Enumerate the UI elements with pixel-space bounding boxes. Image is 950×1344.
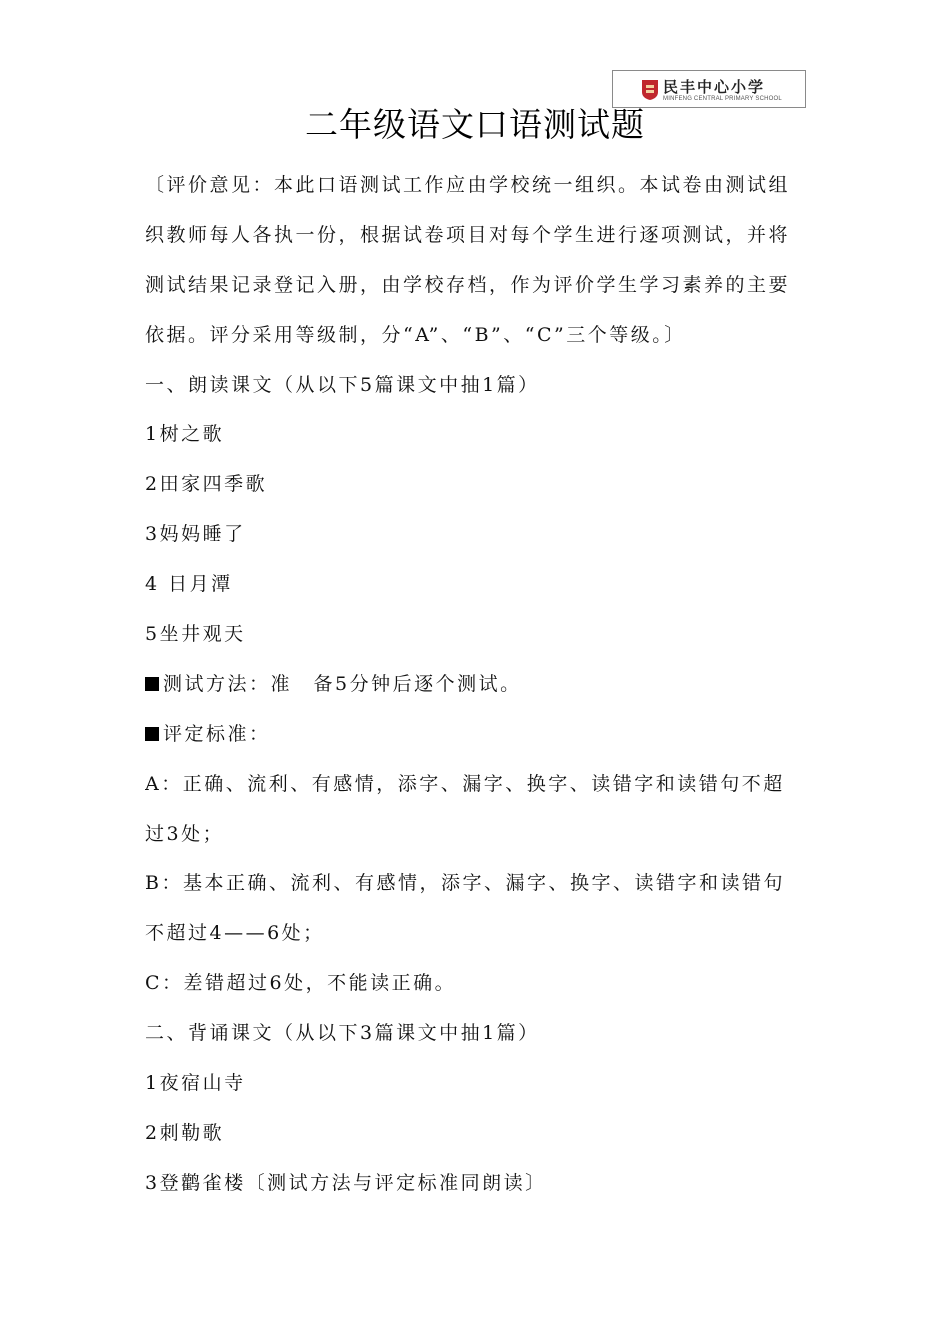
test-method-line (145, 660, 815, 710)
school-badge-icon (641, 79, 659, 101)
grade-c-line: C：差错超过6处，不能读正确。 (145, 972, 457, 995)
evaluation-note-line-4: 依据。评分采用等级制，分“A”、“B”、“C”三个等级。〕 (145, 323, 686, 346)
grading-standard-text: 评定标准： (163, 722, 271, 745)
grade-a-line-1: A：正确、流利、有感情，添字、漏字、换字、读错字和读错句不超 (145, 772, 785, 795)
recitation-item-1: 1夜宿山寺 (145, 1072, 246, 1095)
reading-item-2: 2田家四季歌 (145, 473, 268, 496)
black-square-bullet-icon (145, 727, 159, 741)
grade-b-line-2: 不超过4——6处； (145, 922, 325, 945)
grading-standard-heading (145, 710, 815, 760)
reading-item-1: 1树之歌 (145, 423, 225, 446)
reading-item-5: 5坐井观天 (145, 623, 246, 646)
page-title: 二年级语文口语测试题 (305, 105, 645, 144)
grade-a-line-2: 过3处； (145, 822, 225, 845)
recitation-item-3: 3登鹳雀楼〔测试方法与评定标准同朗读〕 (145, 1171, 547, 1194)
evaluation-note-line-3: 测试结果记录登记入册，由学校存档，作为评价学生学习素养的主要 (145, 273, 791, 296)
section-heading-reading: 一、朗读课文（从以下5篇课文中抽1篇） (145, 373, 540, 396)
reading-item-4: 4 日月潭 (145, 573, 233, 596)
recitation-item-2: 2刺勒歌 (145, 1121, 225, 1144)
black-square-bullet-icon (145, 677, 159, 691)
logo-school-name: 民丰中心小学 (663, 78, 766, 96)
evaluation-note-line-1: 〔评价意见：本此口语测试工作应由学校统一组织。本试卷由测试组 (145, 174, 791, 196)
section-heading-recitation: 二、背诵课文（从以下3篇课文中抽1篇） (145, 1022, 540, 1045)
evaluation-note-line-2: 织教师每人各执一份，根据试卷项目对每个学生进行逐项测试，并将 (145, 223, 791, 246)
logo-school-name-english: MINFENG CENTRAL PRIMARY SCHOOL (663, 96, 782, 102)
reading-item-3: 3妈妈睡了 (145, 523, 246, 546)
grade-b-line-1: B：基本正确、流利、有感情，添字、漏字、换字、读错字和读错句 (145, 872, 785, 895)
test-method-text: 测试方法：准 备5分钟后逐个测试。 (163, 672, 522, 695)
document-body (145, 161, 815, 1209)
